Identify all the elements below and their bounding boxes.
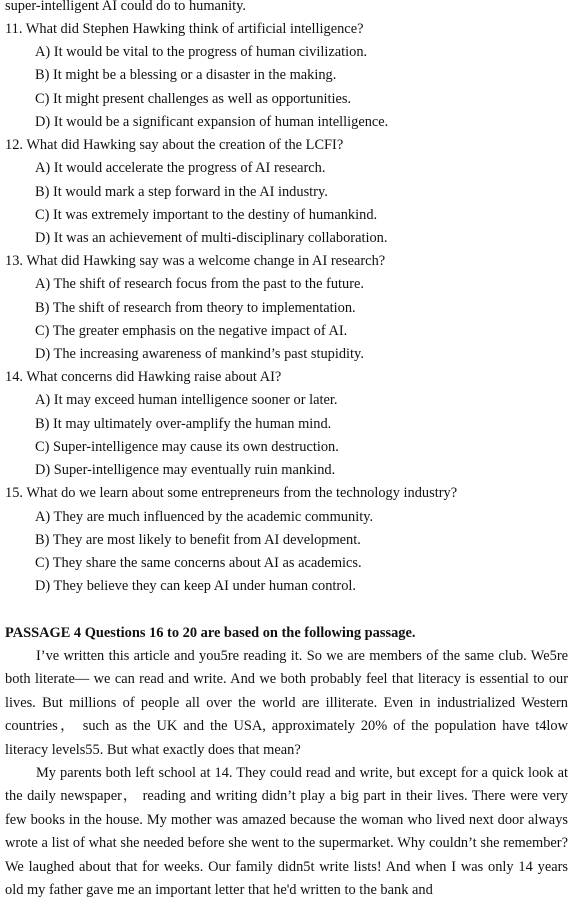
question-13-option-b: B) The shift of research from theory to implementation. [35, 300, 356, 316]
continued-text: super-intelligent AI could do to humanity. [5, 0, 246, 14]
passage-heading: PASSAGE 4 Questions 16 to 20 are based on the following passage. [5, 625, 416, 641]
question-13-stem: 13. What did Hawking say was a welcome change in AI research? [5, 253, 386, 269]
question-11-stem: 11. What did Stephen Hawking think of artificial intelligence? [5, 21, 364, 37]
question-14-stem: 14. What concerns did Hawking raise about AI? [5, 369, 282, 385]
question-15-stem: 15. What do we learn about some entrepreneurs from the technology industry? [5, 485, 458, 501]
question-12-option-b: B) It would mark a step forward in the AI industry. [35, 184, 328, 200]
passage-paragraph-1: I’ve written this article and you5re reading it. So we are members of the same club. We5re both literate— we can read and write. And we both probably feel that literacy is essential to our lives. But millions of people all over the world are illiterate. Even in industrialized Western countries， such as the UK and the USA, approximately 20% of the population have t4low literacy levels55. But what exactly does that mean? [5, 648, 568, 758]
question-11-option-a: A) It would be vital to the progress of human civilization. [35, 44, 368, 60]
question-13-option-c: C) The greater emphasis on the negative impact of AI. [35, 323, 348, 339]
question-12-option-d: D) It was an achievement of multi-disciplinary collaboration. [35, 230, 388, 246]
question-14-option-d: D) Super-intelligence may eventually ruin mankind. [35, 462, 336, 478]
question-14-option-c: C) Super-intelligence may cause its own destruction. [35, 439, 339, 455]
question-13-option-d: D) The increasing awareness of mankind’s past stupidity. [35, 346, 364, 362]
question-12-option-a: A) It would accelerate the progress of AI research. [35, 160, 326, 176]
question-13-option-a: A) The shift of research focus from the past to the future. [35, 276, 365, 292]
passage-paragraph-2: My parents both left school at 14. They could read and write, but except for a quick look at the daily newspaper， reading and writing didn’t play a big part in their lives. There were very few books in the house. My mother was amazed because the woman who lived next door always wrote a list of what she needed before she went to the supermarket. Why couldn’t she remember? We laughed about that for weeks. Our family didn5t write lists! And when I was only 14 years old my father gave me an important letter that he'd written to the bank and [5, 765, 568, 899]
question-15-option-b: B) They are most likely to benefit from AI development. [35, 532, 361, 548]
question-15-option-d: D) They believe they can keep AI under human control. [35, 578, 357, 594]
question-14-option-b: B) It may ultimately over-amplify the human mind. [35, 416, 332, 432]
question-15-option-a: A) They are much influenced by the academic community. [35, 509, 374, 525]
question-14-option-a: A) It may exceed human intelligence sooner or later. [35, 392, 338, 408]
question-12-stem: 12. What did Hawking say about the creation of the LCFI? [5, 137, 344, 153]
question-11-option-b: B) It might be a blessing or a disaster in the making. [35, 67, 337, 83]
question-12-option-c: C) It was extremely important to the destiny of humankind. [35, 207, 378, 223]
question-15-option-c: C) They share the same concerns about AI as academics. [35, 555, 362, 571]
question-11-option-c: C) It might present challenges as well as opportunities. [35, 91, 352, 107]
question-11-option-d: D) It would be a significant expansion of human intelligence. [35, 114, 389, 130]
